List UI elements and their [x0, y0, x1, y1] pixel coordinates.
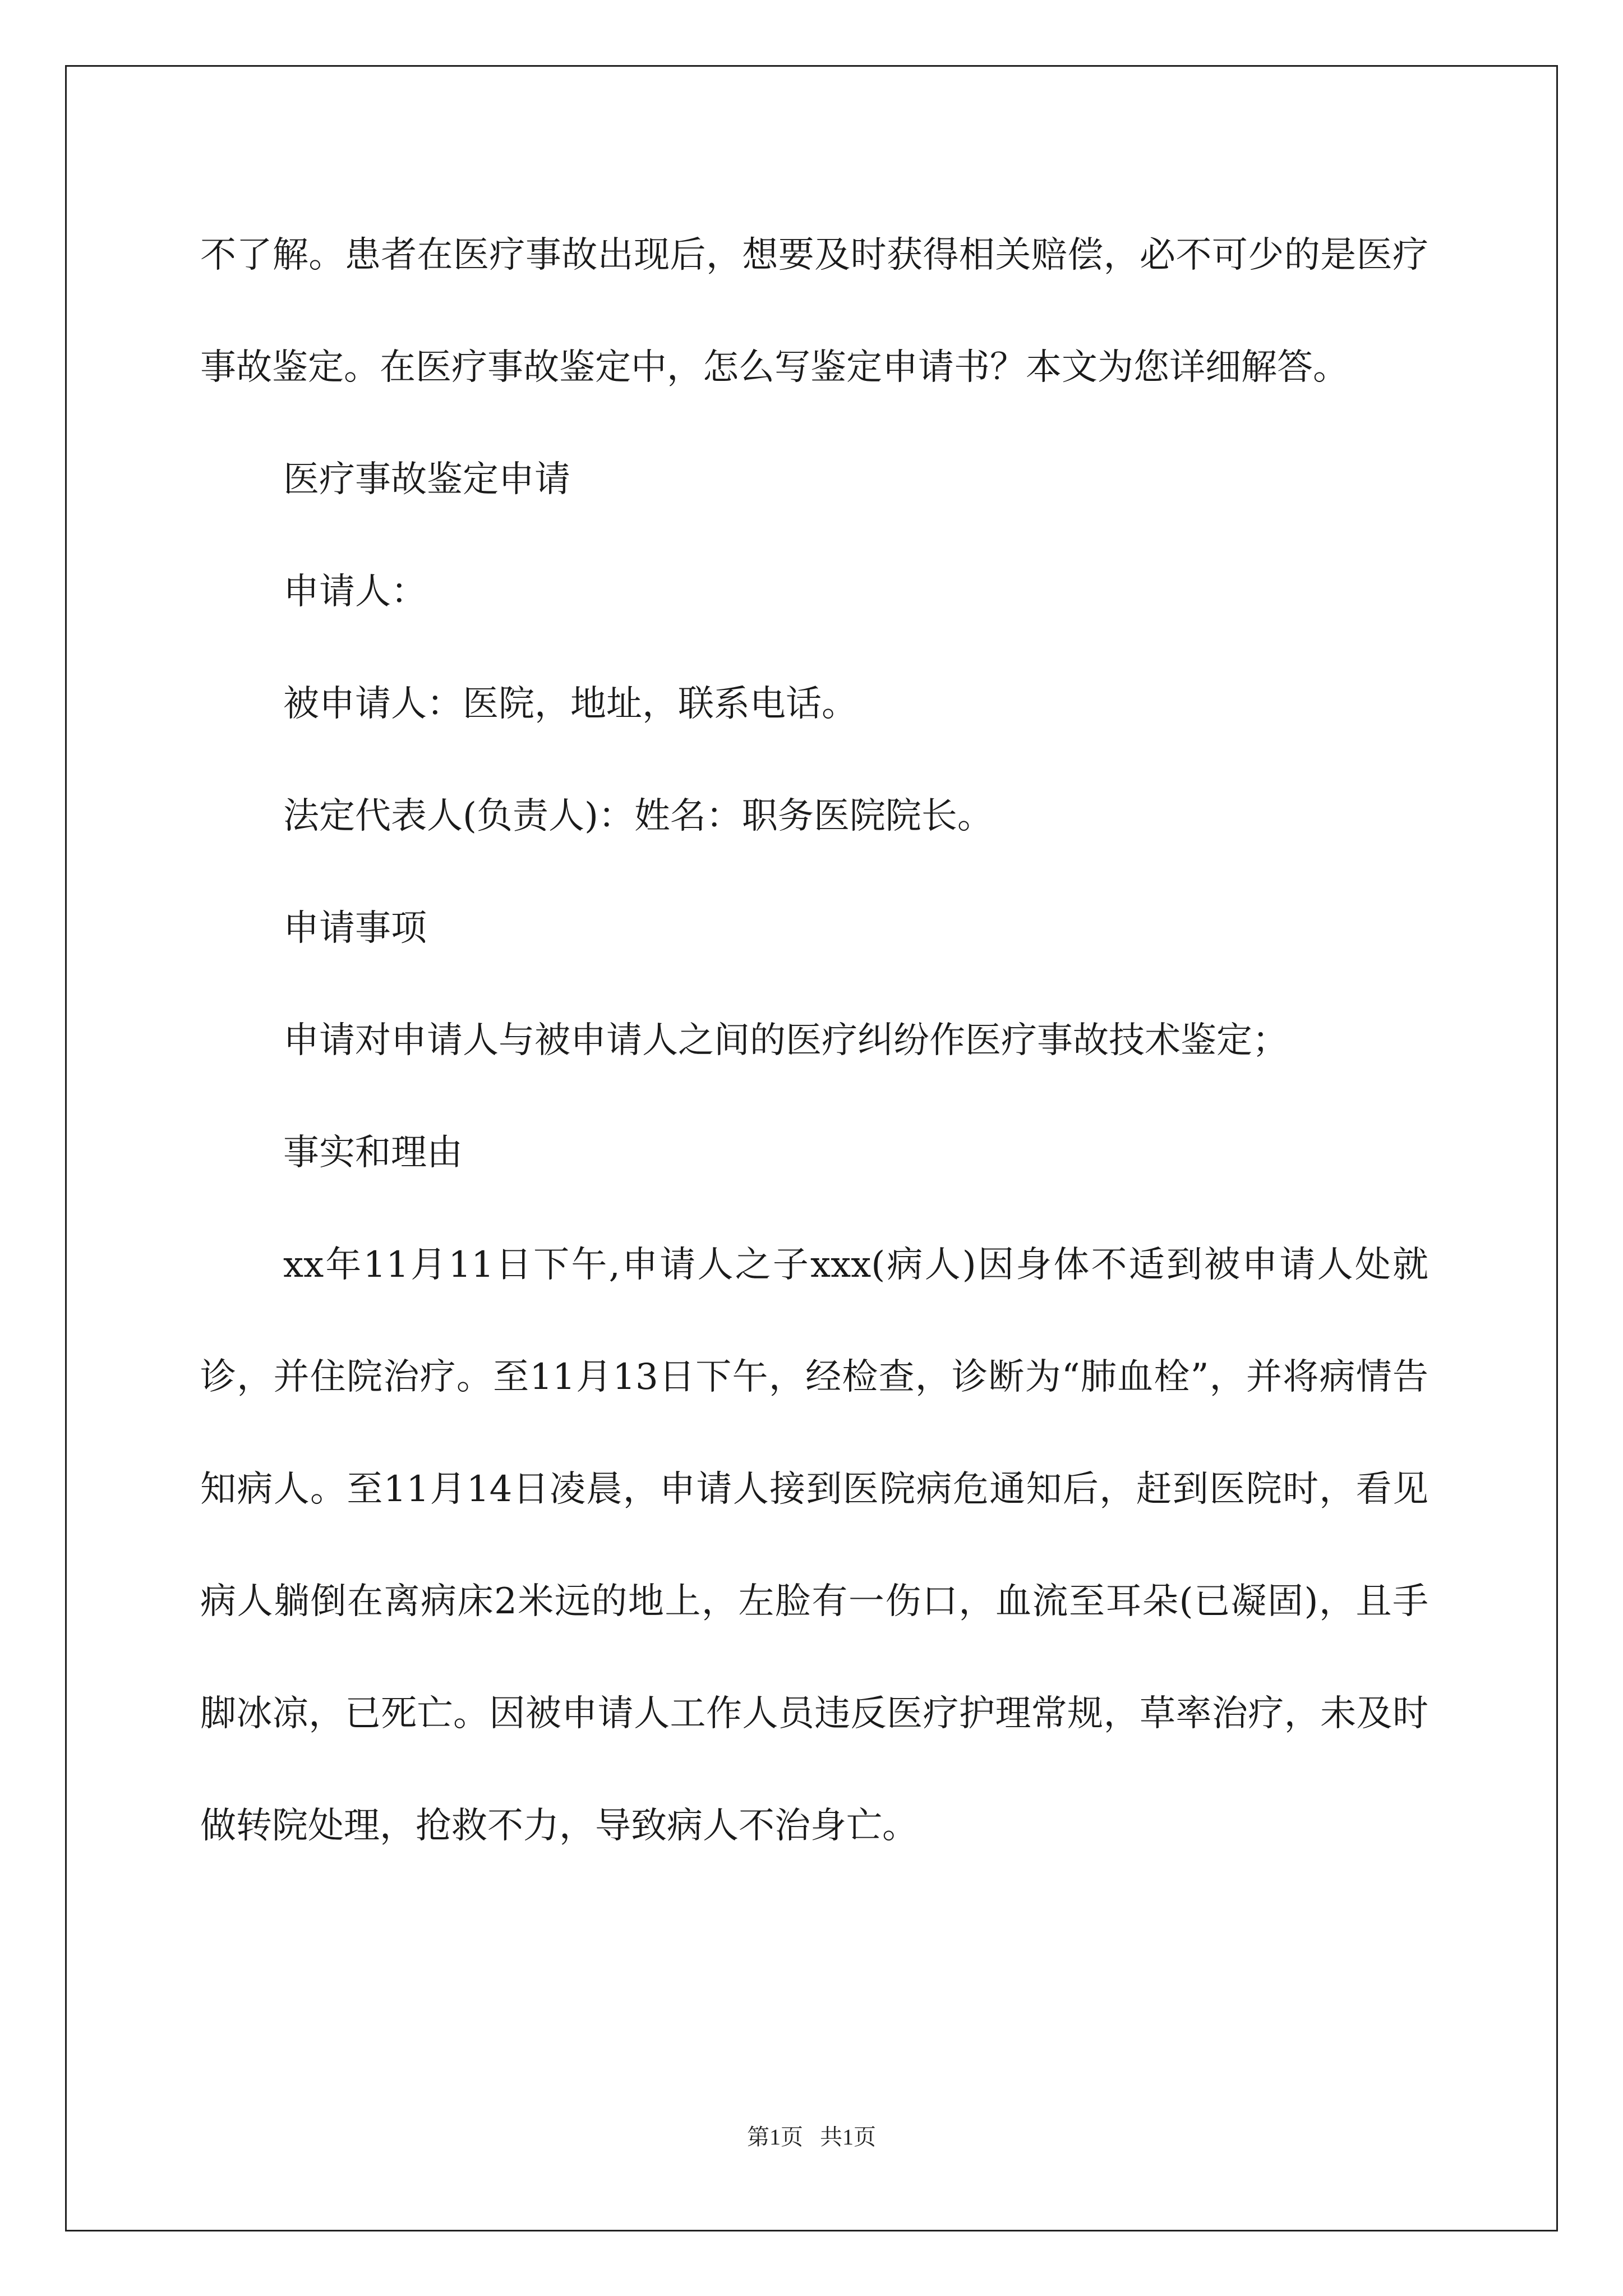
respondent-line: 被申请人：医院，地址，联系电话。	[283, 683, 857, 725]
facts-paragraph: xx年11月11日下午,申请人之子xxx(病人)因身体不适到被申请人处就诊，并住院治疗。至11月13日下午，经检查，诊断为“肺血栓”，并将病情告知病人。至11月14日凌晨，申请人接到医院病危通知后，赶到医院时，看见病人躺倒在离病床2米远的地上，左脸有一伤口，血流至耳朵(已凝固)，且手脚冰凉，已死亡。因被申请人工作人员违反医疗护理常规，草率治疗，未及时做转院处理，抢救不力，导致病人不治身亡。	[200, 1244, 1428, 1847]
page-number: 第1页	[747, 2124, 803, 2150]
intro-paragraph: 不了解。患者在医疗事故出现后，想要及时获得相关赔偿，必不可少的是医疗事故鉴定。在医疗事故鉴定中，怎么写鉴定申请书？本文为您详细解答。	[200, 234, 1428, 388]
application-title: 医疗事故鉴定申请	[283, 459, 570, 500]
legal-representative-line: 法定代表人(负责人)：姓名：职务医院院长。	[283, 795, 993, 837]
request-heading: 申请事项	[283, 908, 427, 949]
document-body	[200, 199, 1428, 1882]
request-content: 申请对申请人与被申请人之间的医疗纠纷作医疗事故技术鉴定；	[283, 1020, 1288, 1061]
page-total: 共1页	[820, 2124, 876, 2150]
applicant-line: 申请人：	[283, 571, 427, 613]
page-footer	[0, 2120, 1623, 2154]
facts-heading: 事实和理由	[283, 1132, 463, 1174]
